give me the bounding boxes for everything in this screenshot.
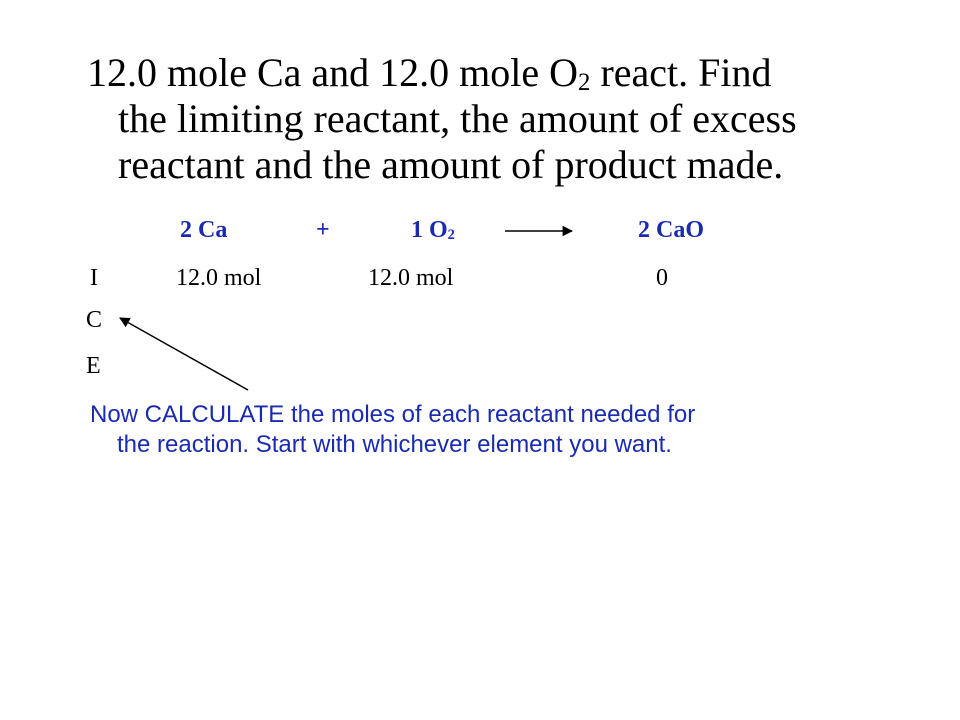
equation-o2-subscript: 2 [447, 227, 455, 244]
problem-line-1-text: 12.0 mole Ca and 12.0 mole O [87, 50, 579, 95]
equation-reactant-o2-text: 1 O [411, 217, 448, 243]
problem-line-2: the limiting reactant, the amount of excess [118, 96, 797, 141]
o2-subscript: 2 [578, 68, 591, 96]
row-label-initial: I [90, 265, 98, 291]
row-label-change: C [86, 307, 103, 333]
instruction-line-2: the reaction. Start with whichever element you want. [117, 431, 672, 458]
equation-product-cao: 2 CaO [638, 217, 704, 243]
initial-o2-value: 12.0 mol [368, 265, 454, 291]
row-label-end: E [86, 353, 101, 379]
initial-cao-value: 0 [656, 265, 668, 291]
problem-line-1-end: react. Find [590, 50, 772, 95]
initial-ca-value: 12.0 mol [176, 265, 262, 291]
equation-reactant-ca: 2 Ca [180, 217, 228, 243]
problem-statement [87, 50, 887, 188]
instruction-line-1: Now CALCULATE the moles of each reactant needed for [90, 401, 696, 428]
instruction-note [90, 400, 880, 460]
equation-plus: + [316, 217, 330, 243]
equation-reactant-o2 [411, 216, 455, 244]
pointer-arrow-to-change-row [120, 318, 248, 390]
problem-line-3: reactant and the amount of product made. [118, 142, 784, 187]
problem-line-1 [87, 50, 887, 96]
